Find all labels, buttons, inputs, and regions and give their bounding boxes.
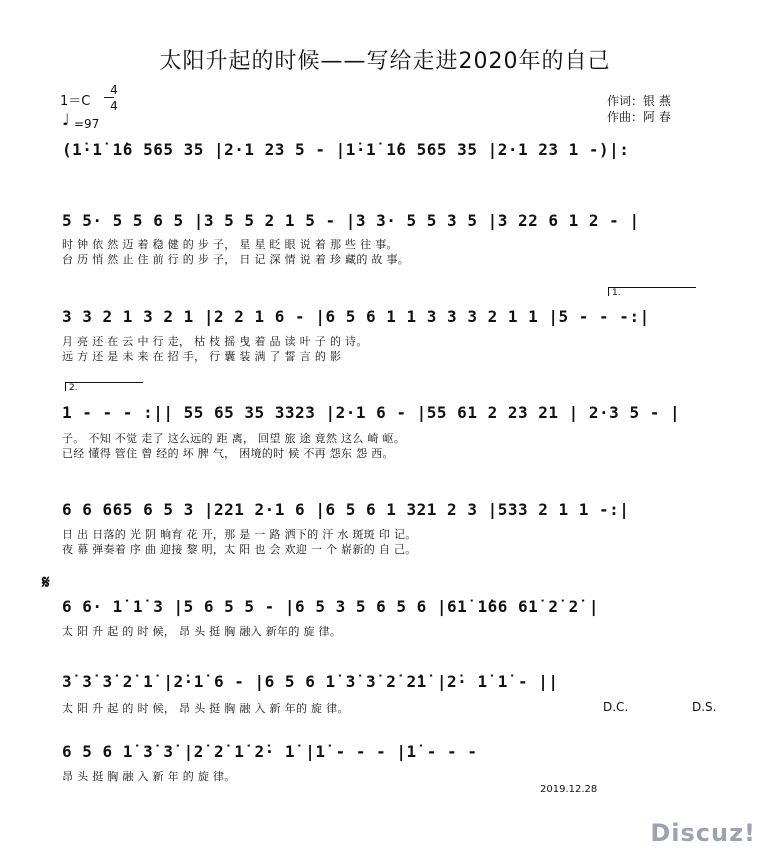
- site-watermark: Discuz!: [650, 819, 756, 847]
- score-line-4: 1 - - - :|| 55 65 35 3323 |2·1 6 - |55 61 2 23 21 | 2·3 5 - |: [62, 403, 681, 422]
- lyric-line-2b: 台 历 悄 然 止 住 前 行 的 步 子， 日 记 深 情 说 着 珍 藏的 故 事。: [62, 253, 410, 266]
- time-signature-divider: [104, 97, 114, 98]
- lyric-line-5a: 日 出 日落的 光 阴 晌育 花 开，那 是 一 路 洒下的 汗 水 斑斑 印 记。: [62, 528, 417, 541]
- first-ending-bracket: 1.: [608, 287, 696, 296]
- score-line-7: 3̇ 3̇ 3̇ 2̇ 1̇ |2̇·1̇ 6 - |6 5 6 1̇ 3̇ 3̇ 2̇ 2̇1̇ |2̇· 1̇ 1̇ - ||: [62, 672, 559, 691]
- lyricist-credit: 作词：银 燕: [607, 94, 671, 108]
- date-stamp: 2019.12.28: [540, 784, 598, 795]
- composer-credit: 作曲：阿 春: [607, 110, 671, 124]
- lyric-line-4b: 已经 懂得 管住 曾 经的 坏 脾 气， 困境的时 候 不再 怨东 怨 西。: [62, 447, 394, 460]
- score-line-3: 3 3 2 1 3 2 1 |2 2 1 6 - |6 5 6 1 1 3 3 3 2 1 1 |5 - - -:|: [62, 307, 650, 326]
- score-line-1: (1̇·1̇ 1̇6 565 35 |2·1 23 5 - |1̇·1̇ 1̇6 565 35 |2·1 23 1 -)|:: [62, 140, 630, 159]
- lyric-line-6: 太 阳 升 起 的 时 候， 昂 头 挺 胸 融入 新年的 旋 律。: [62, 625, 342, 638]
- lyric-line-4a: 子。 不知 不觉 走了 这么远的 距 离， 回望 旅 途 竟然 这么 崎 岖。: [62, 432, 406, 445]
- key-signature: 1＝C: [60, 94, 91, 109]
- lyric-line-5b: 夜 幕 弹奏着 序 曲 迎接 黎 明，太 阳 也 会 欢迎 一 个 崭新的 自 己。: [62, 543, 417, 556]
- time-signature-bottom: 4: [110, 99, 118, 113]
- score-line-8: 6 5 6 1̇ 3̇ 3̇ |2̇ 2̇ 1̇ 2̇· 1̇ |1̇ - - - |1̇ - - -: [62, 742, 478, 761]
- score-line-6: 6 6· 1̇ 1̇ 3 |5 6 5 5 - |6 5 3 5 6 5 6 |61̇ 1̇66 61̇ 2̇ 2̇ |: [62, 597, 600, 616]
- lyric-line-2a: 时 钟 依 然 迈 着 稳 健 的 步 子， 星 星 眨 眼 说 着 那 些 往 事。: [62, 238, 398, 251]
- segno-icon: 𝄋: [42, 572, 50, 593]
- lyric-line-3a: 月 亮 还 在 云 中 行 走， 枯 枝 摇 曳 着 品 读 叶 子 的 诗。: [62, 335, 368, 348]
- score-line-5: 6 6 665 6 5 3 |221 2·1 6 |6 5 6 1 321 2 3 |533 2 1 1 -:|: [62, 500, 630, 519]
- tempo-marking: =97: [74, 117, 100, 131]
- quarter-note-icon: ♩: [62, 110, 70, 129]
- da-capo-mark: D.C.: [603, 700, 629, 714]
- score-line-2: 5 5· 5 5 6 5 |3 5 5 2 1 5 - |3 3· 5 5 3 5 |3 22 6 1 2 - |: [62, 211, 640, 230]
- lyric-line-3b: 远 方 还 是 未 来 在 招 手， 行 囊 装 满 了 誓 言 的 影: [62, 350, 342, 363]
- dal-segno-mark: D.S.: [692, 700, 717, 714]
- time-signature-top: 4: [110, 83, 118, 97]
- lyric-line-8: 昂 头 挺 胸 融 入 新 年 的 旋 律。: [62, 770, 236, 783]
- second-ending-bracket: 2.: [65, 382, 143, 391]
- lyric-line-7: 太 阳 升 起 的 时 候， 昂 头 挺 胸 融 入 新 年的 旋 律。: [62, 702, 349, 715]
- page-title: 太阳升起的时候——写给走进2020年的自己: [159, 49, 611, 74]
